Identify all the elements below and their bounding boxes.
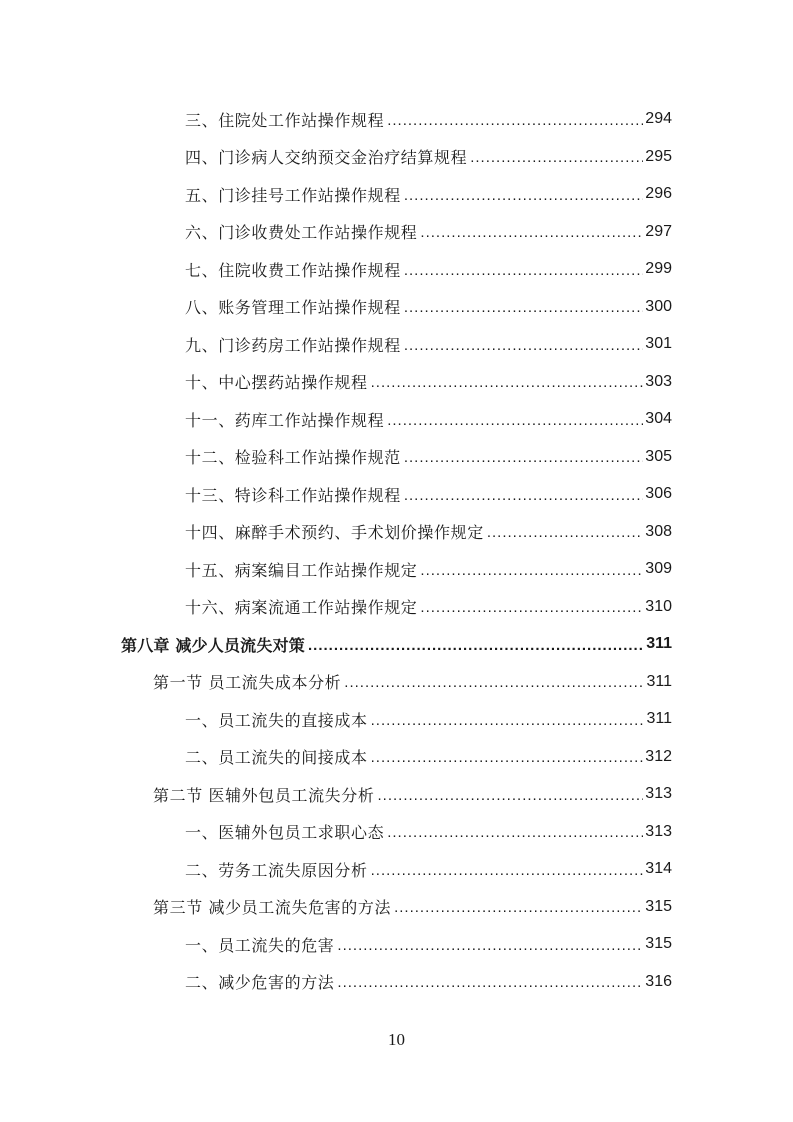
- toc-entry-page: 313: [645, 785, 672, 802]
- toc-entry[interactable]: [185, 364, 672, 400]
- toc-entry[interactable]: [185, 739, 672, 775]
- toc-section-entry[interactable]: [153, 664, 672, 700]
- toc-entry[interactable]: [185, 964, 672, 1000]
- dot-leader: [337, 937, 643, 954]
- toc-entry-page: 308: [645, 522, 672, 540]
- dot-leader: [470, 149, 643, 166]
- toc-entry-page: 309: [645, 560, 672, 577]
- toc-entry[interactable]: [185, 139, 672, 175]
- toc-entry-page: 312: [645, 747, 672, 765]
- toc-entry-title: 六、门诊收费处工作站操作规程: [185, 223, 418, 242]
- toc-entry-page: 303: [645, 372, 672, 390]
- toc-entry-page: 301: [645, 335, 672, 352]
- toc-entry-title: 十五、病案编目工作站操作规定: [185, 560, 418, 580]
- toc-entry-title: 第八章 减少人员流失对策: [121, 635, 305, 655]
- toc-entry[interactable]: [185, 814, 672, 850]
- toc-entry-title: 一、员工流失的直接成本: [185, 710, 368, 730]
- toc-entry-page: 316: [645, 972, 672, 990]
- dot-leader: [371, 712, 645, 729]
- toc-entry-page: 295: [645, 147, 672, 165]
- dot-leader: [404, 262, 643, 279]
- page-number: 10: [388, 1030, 405, 1049]
- toc-entry-title: 十四、麻醉手术预约、手术划价操作规定: [185, 523, 484, 542]
- toc-entry[interactable]: [185, 439, 672, 475]
- toc-entry[interactable]: [185, 101, 672, 137]
- toc-entry-title: 五、门诊挂号工作站操作规程: [185, 185, 401, 205]
- toc-entry-title: 二、减少危害的方法: [185, 973, 335, 992]
- dot-leader: [404, 487, 643, 504]
- toc-entry-page: 296: [645, 185, 672, 202]
- toc-entry-title: 十二、检验科工作站操作规范: [185, 448, 401, 467]
- dot-leader: [404, 187, 643, 204]
- toc-entry-page: 313: [645, 822, 672, 840]
- dot-leader: [308, 637, 644, 654]
- dot-leader: [387, 824, 643, 841]
- toc-entry[interactable]: [185, 851, 672, 887]
- toc-entry-page: 300: [645, 297, 672, 315]
- toc-entry-title: 一、员工流失的危害: [185, 935, 335, 955]
- toc-entry-title: 二、员工流失的间接成本: [185, 748, 368, 767]
- toc-entry-page: 305: [645, 447, 672, 465]
- toc-entry-page: 311: [646, 710, 672, 727]
- toc-entry-page: 311: [646, 672, 672, 690]
- dot-leader: [420, 599, 643, 616]
- toc-entry-page: 304: [645, 410, 672, 427]
- toc-entry[interactable]: [185, 326, 672, 362]
- dot-leader: [404, 337, 643, 354]
- dot-leader: [420, 224, 643, 241]
- toc-entry[interactable]: [185, 514, 672, 550]
- toc-entry-title: 十、中心摆药站操作规程: [185, 373, 368, 392]
- toc-entry-title: 四、门诊病人交纳预交金治疗结算规程: [185, 148, 468, 167]
- toc-entry-page: 297: [645, 222, 672, 240]
- dot-leader: [344, 674, 644, 691]
- toc-entry-page: 294: [645, 110, 672, 127]
- toc-entry-title: 十三、特诊科工作站操作规程: [185, 485, 401, 505]
- dot-leader: [404, 449, 643, 466]
- dot-leader: [387, 112, 643, 129]
- dot-leader: [337, 974, 643, 991]
- toc-entry-title: 第二节 医辅外包员工流失分析: [153, 785, 375, 805]
- toc-entry-page: 314: [645, 860, 672, 877]
- toc-entry[interactable]: [185, 476, 672, 512]
- dot-leader: [371, 862, 644, 879]
- toc-entry-title: 七、住院收费工作站操作规程: [185, 260, 401, 280]
- toc-entry[interactable]: [185, 289, 672, 325]
- toc-entry-title: 一、医辅外包员工求职心态: [185, 823, 385, 842]
- toc-section-entry[interactable]: [153, 889, 672, 925]
- toc-entry-title: 第三节 减少员工流失危害的方法: [153, 898, 392, 917]
- toc-entry[interactable]: [185, 589, 672, 625]
- toc-entry[interactable]: [185, 551, 672, 587]
- dot-leader: [378, 787, 644, 804]
- toc-entry-page: 299: [645, 260, 672, 277]
- toc-entry-page: 311: [646, 635, 672, 652]
- toc-entry-title: 九、门诊药房工作站操作规程: [185, 335, 401, 355]
- toc-entry-page: 315: [645, 897, 672, 915]
- toc-entry[interactable]: [185, 401, 672, 437]
- toc-entry-title: 十一、药库工作站操作规程: [185, 410, 385, 430]
- toc-entry[interactable]: [185, 251, 672, 287]
- dot-leader: [387, 412, 643, 429]
- toc-entry-title: 十六、病案流通工作站操作规定: [185, 598, 418, 617]
- toc-entry[interactable]: [185, 176, 672, 212]
- toc-entry-page: 310: [645, 597, 672, 615]
- dot-leader: [404, 299, 643, 316]
- toc-entry-title: 八、账务管理工作站操作规程: [185, 298, 401, 317]
- dot-leader: [371, 749, 644, 766]
- toc-entry-title: 二、劳务工流失原因分析: [185, 860, 368, 880]
- dot-leader: [371, 374, 644, 391]
- toc-entry[interactable]: [185, 926, 672, 962]
- toc-entry-page: 315: [645, 935, 672, 952]
- dot-leader: [487, 524, 643, 541]
- toc-entry[interactable]: [185, 701, 672, 737]
- dot-leader: [420, 562, 643, 579]
- toc-entry-page: 306: [645, 485, 672, 502]
- toc-chapter-entry[interactable]: [121, 626, 672, 662]
- toc-entry[interactable]: [185, 214, 672, 250]
- toc-section-entry[interactable]: [153, 776, 672, 812]
- toc-entry-title: 三、住院处工作站操作规程: [185, 110, 385, 130]
- toc-entry-title: 第一节 员工流失成本分析: [153, 673, 342, 692]
- dot-leader: [394, 899, 643, 916]
